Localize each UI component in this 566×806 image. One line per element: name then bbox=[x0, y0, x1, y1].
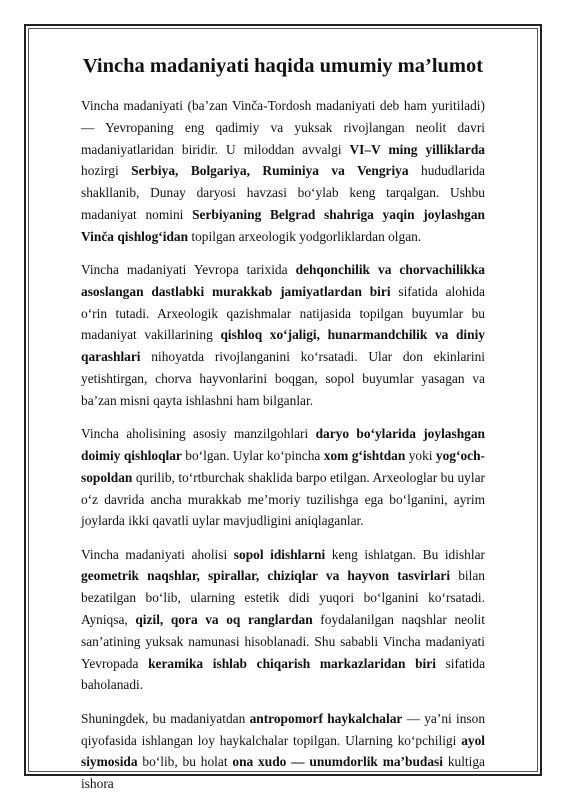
text-run: yoki bbox=[405, 447, 436, 463]
paragraph-2 bbox=[81, 259, 485, 412]
text-run: — ya’ni inson qiyofasida ishlangan loy haykalchalar topilgan. Ularning ko‘pchiligi bbox=[81, 710, 486, 748]
text-run: Vincha aholisining asosiy manzilgohlari bbox=[81, 426, 316, 442]
text-run: Vincha madaniyati Yevropa tarixida bbox=[81, 262, 296, 278]
text-run: bilan bezatilgan bo‘lib, ularning estetik didi yuqori bo‘lganini ko‘rsatadi. Ayniqsa, bbox=[81, 568, 485, 628]
paragraph-4 bbox=[81, 544, 485, 697]
document-body bbox=[81, 95, 485, 806]
text-run: foydalanilgan naqshlar neolit san’atining yuksak namunasi hisoblanadi. Shu sababli Vincha madaniyati Yevropada bbox=[81, 612, 485, 671]
paragraph-5 bbox=[81, 708, 485, 795]
text-run: bo‘lgan. Uylar ko‘pincha bbox=[181, 447, 324, 463]
text-run: topilgan arxeologik yodgorliklardan olgan. bbox=[188, 228, 422, 244]
bold-text-run: Serbiya, Bolgariya, Ruminiya va Vengriya bbox=[131, 163, 409, 179]
bold-text-run: antropomorf haykalchalar bbox=[249, 710, 403, 726]
text-run: hozirgi bbox=[81, 163, 132, 179]
bold-text-run: geometrik naqshlar, spirallar, chiziqlar va hayvon tasvirlari bbox=[81, 568, 451, 584]
paragraph-3 bbox=[81, 423, 485, 532]
text-run: bo‘lib, bu holat bbox=[137, 754, 233, 770]
bold-text-run: ona xudo — unumdorlik ma’budasi bbox=[232, 754, 443, 770]
text-run: sifatida baholanadi. bbox=[81, 655, 486, 693]
bold-text-run: qizil, qora va oq ranglardan bbox=[135, 612, 313, 628]
bold-text-run: VI–V ming yilliklarda bbox=[349, 141, 485, 157]
bold-text-run: dehqonchilik va chorvachilikka asoslangan dastlabki murakkab jamiyatlardan biri bbox=[81, 262, 485, 299]
bold-text-run: xom g‘ishtdan bbox=[323, 447, 406, 463]
document-title: Vincha madaniyati haqida umumiy ma’lumot bbox=[82, 55, 484, 77]
text-run: Vincha madaniyati (ba’zan Vinča-Tordosh madaniyati deb ham yuritiladi) — Yevropaning eng qadimiy va yuksak rivojlangan neolit davri madaniyatlaridan biridir. U miloddan avvalgi bbox=[81, 98, 485, 157]
bold-text-run: Serbiyaning Belgrad shahriga yaqin joylashgan Vinča qishlog‘idan bbox=[81, 206, 485, 244]
text-run: sifatida alohida o‘rin tutadi. Arxeologik qazishmalar natijasida topilgan buyumlar bu madaniyat vakillarining bbox=[81, 283, 485, 343]
text-run: keng ishlatgan. Bu idishlar bbox=[325, 546, 485, 562]
bold-text-run: daryo bo‘ylarida joylashgan doimiy qishloqlar bbox=[81, 426, 485, 463]
text-run: Shuningdek, bu madaniyatdan bbox=[81, 710, 250, 726]
bold-text-run: ayol siymosida bbox=[81, 732, 485, 770]
text-run: qurilib, to‘rtburchak shaklida barpo etilgan. Arxeologlar bu uylar o‘z davrida ancha murakkab me’moriy tuzilishga ega bo‘lganini, ayrim joylarda ikki qavatli uylar mavjudligini aniqlaganlar. bbox=[81, 469, 485, 529]
paragraph-1 bbox=[81, 95, 485, 248]
bold-text-run: sopol idishlarni bbox=[233, 546, 326, 562]
text-run: nihoyatda rivojlanganini ko‘rsatadi. Ular don ekinlarini yetishtirgan, chorva hayvonlarini boqgan, sopol buyumlar yasagan va ba’zan misni qayta ishlashni ham bilganlar. bbox=[81, 349, 485, 408]
bold-text-run: keramika ishlab chiqarish markazlaridan biri bbox=[148, 655, 436, 671]
bold-text-run: yog‘och-sopoldan bbox=[81, 447, 485, 485]
text-run: hududlarida shakllanib, Dunay daryosi havzasi bo‘ylab keng tarqalgan. Ushbu madaniyat nomini bbox=[81, 163, 485, 222]
text-run: kultiga ishora bbox=[81, 754, 486, 792]
bold-text-run: qishloq xo‘jaligi, hunarmandchilik va diniy qarashlari bbox=[81, 327, 485, 365]
text-run: Vincha madaniyati aholisi bbox=[81, 546, 234, 562]
